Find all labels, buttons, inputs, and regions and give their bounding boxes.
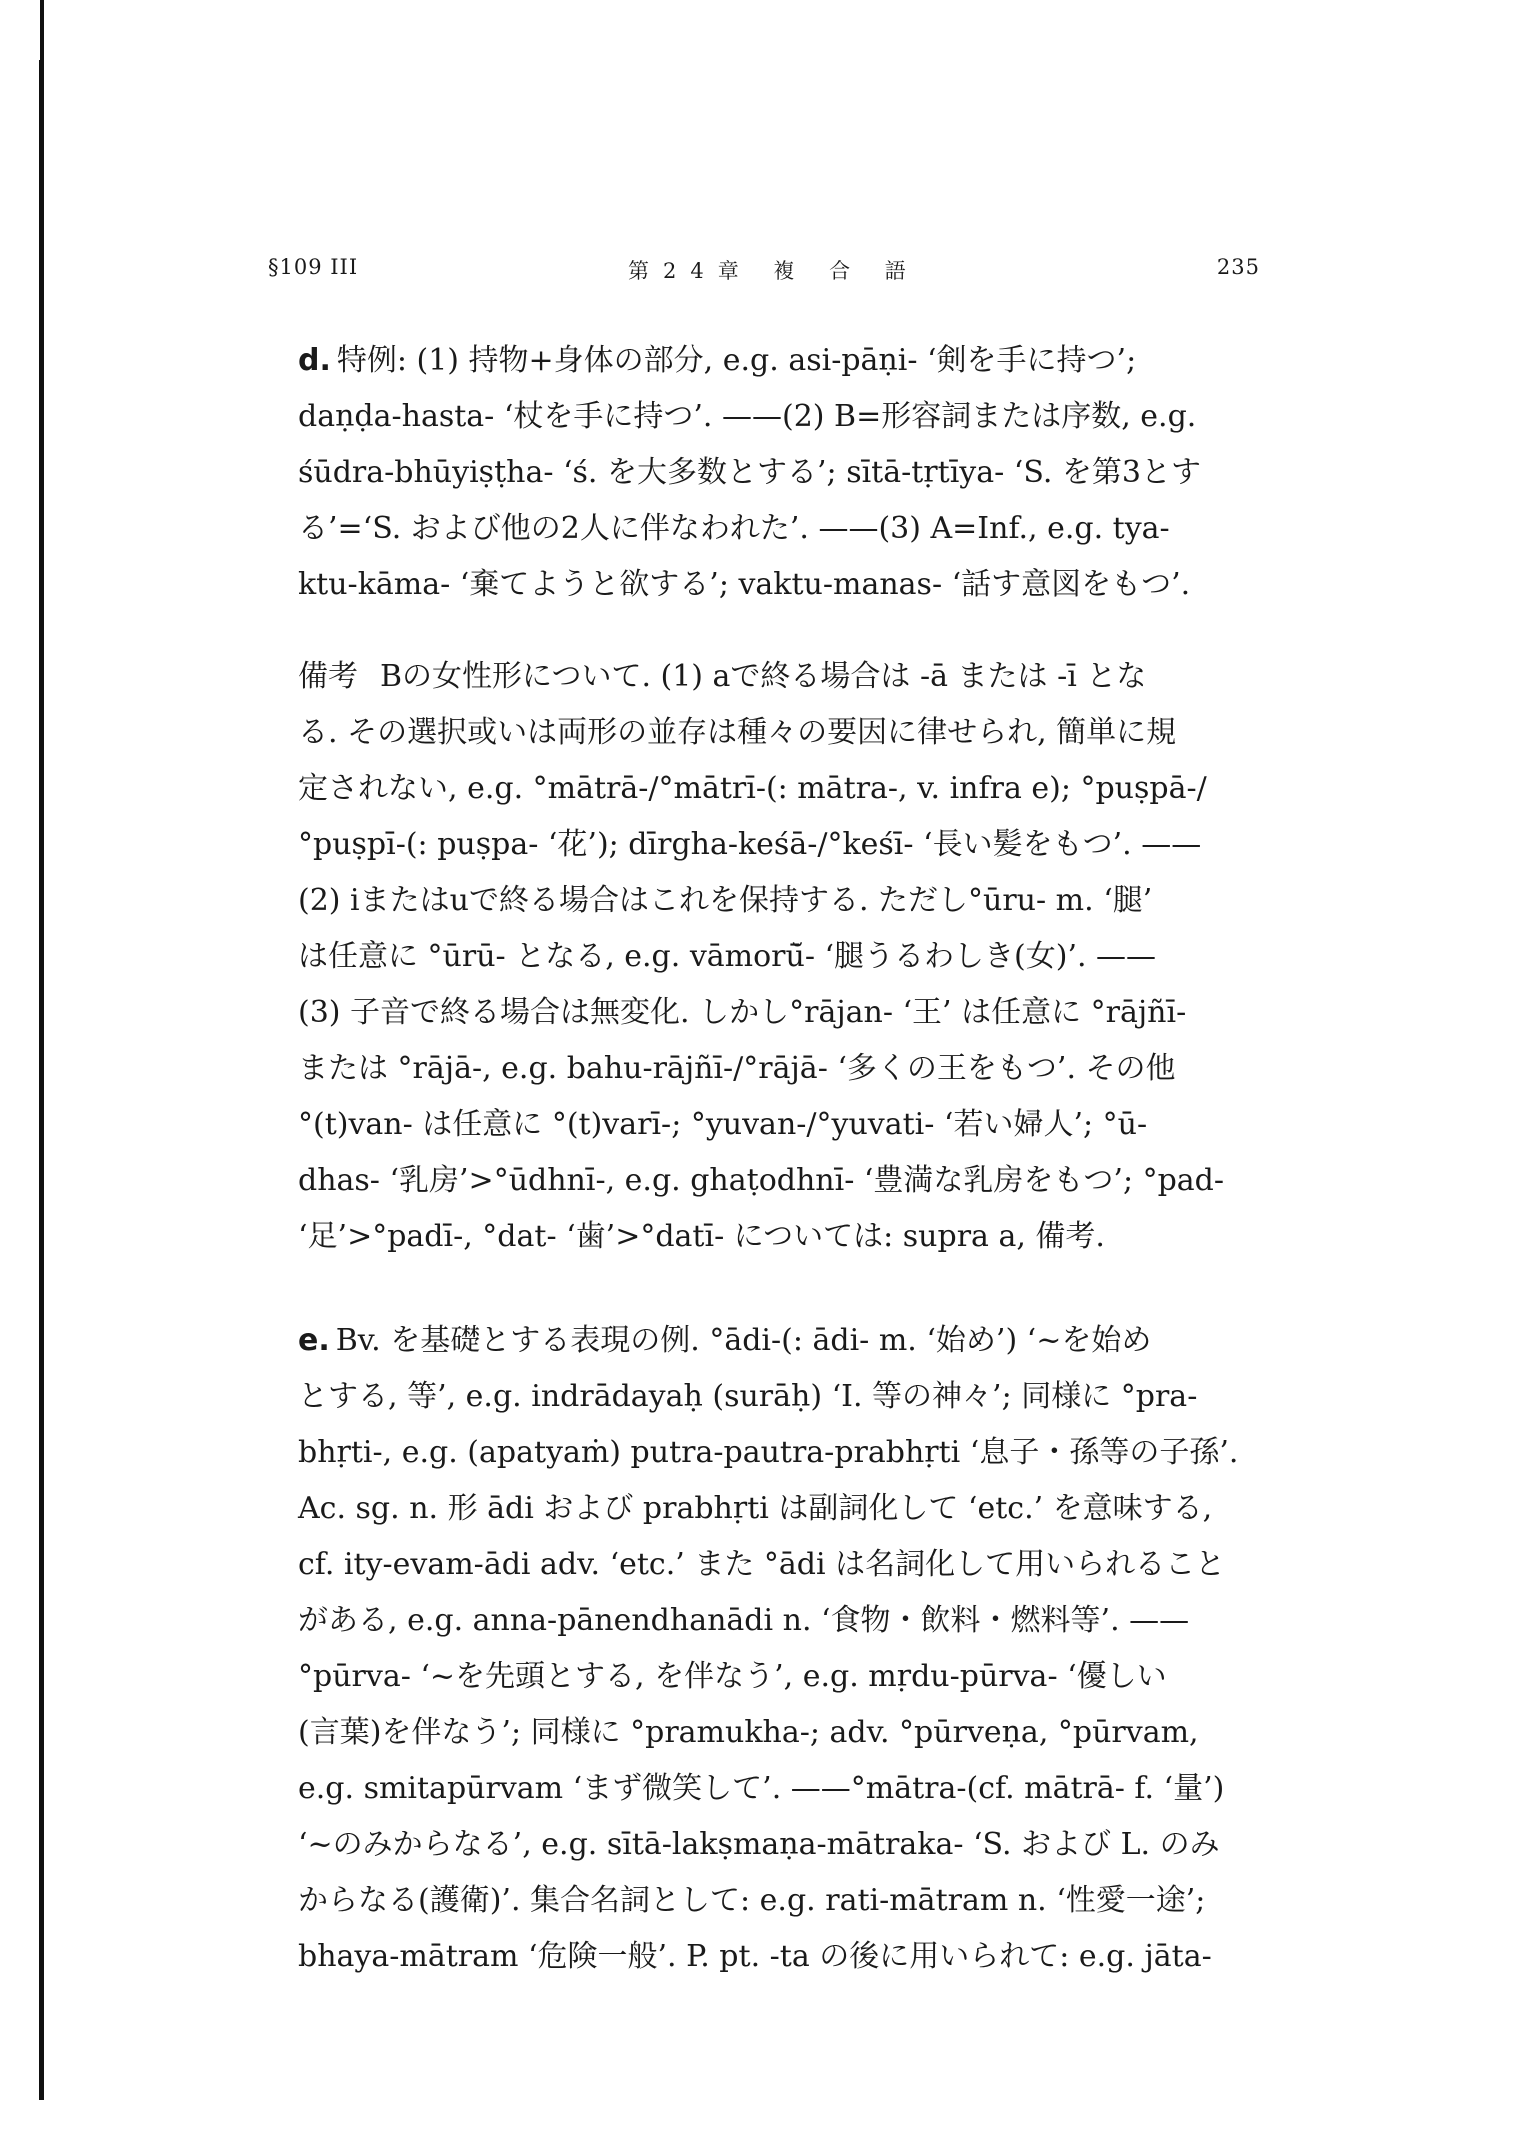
text-line: とする, 等’, e.g. indrādayaḥ (surāḥ) ‘I. 等の神々’; 同様に °pra-	[298, 1379, 1198, 1414]
section-reference: §109 III	[268, 255, 359, 279]
text-line: ‘足’>°padī-, °dat- ‘歯’>°datī- については: supra a, 備考.	[298, 1219, 1105, 1254]
text-line: (2) iまたはuで終る場合はこれを保持する. ただし°ūru- m. ‘腿’	[298, 883, 1153, 918]
text-line: °pūrva- ‘~を先頭とする, を伴なう’, e.g. mṛdu-pūrva- ‘優しい	[298, 1659, 1167, 1694]
section-e-label: e.	[298, 1323, 330, 1358]
text-line: °puṣpī-(: puṣpa- ‘花’); dīrgha-keśā-/°keśī- ‘長い髪をもつ’. ——	[298, 827, 1202, 862]
chapter-title: 第24章 複 合 語	[628, 259, 920, 283]
text-line: る’=‘S. および他の2人に伴なわれた’. ——(3) A=Inf., e.g. tya-	[298, 511, 1170, 546]
text-line: ‘~のみからなる’, e.g. sītā-lakṣmaṇa-mātraka- ‘S. および L. のみ	[298, 1827, 1220, 1862]
text-line: Ac. sg. n. 形 ādi および prabhṛti は副詞化して ‘etc.’ を意味する,	[298, 1491, 1213, 1526]
section-d-paragraph	[268, 333, 1260, 613]
text-line: d. 特例: (1) 持物+身体の部分, e.g. asi-pāṇi- ‘剣を手に持つ’;	[298, 343, 1137, 378]
text-line: daṇḍa-hasta- ‘杖を手に持つ’. ——(2) B=形容詞または序数, e.g.	[298, 399, 1197, 434]
text-line: ktu-kāma- ‘棄てようと欲する’; vaktu-manas- ‘話す意図をもつ’.	[298, 567, 1191, 602]
text-line: cf. ity-evam-ādi adv. ‘etc.’ また °ādi は名詞化して用いられること	[298, 1547, 1226, 1582]
page-number: 235	[1216, 255, 1260, 279]
text-line: (3) 子音で終る場合は無変化. しかし°rājan- ‘王’ は任意に °rājñī-	[298, 995, 1187, 1030]
running-head	[268, 255, 1260, 297]
text-line: る. その選択或いは両形の並存は種々の要因に律せられ, 簡単に規	[298, 715, 1177, 750]
text-line: e.g. smitapūrvam ‘まず微笑して’. ——°mātra-(cf. mātrā- f. ‘量’)	[298, 1771, 1225, 1806]
text-line: e. Bv. を基礎とする表現の例. °ādi-(: ādi- m. ‘始め’) ‘~を始め	[298, 1323, 1152, 1358]
book-page	[268, 255, 1260, 1985]
text-line: 備考 Bの女性形について. (1) aで終る場合は -ā または -ī とな	[298, 659, 1147, 694]
section-e-paragraph	[268, 1313, 1260, 1985]
binding-edge-rule	[39, 60, 44, 2100]
text-line: は任意に °ūrū- となる, e.g. vāmorū̆- ‘腿うるわしき(女)’. ——	[298, 939, 1157, 974]
text-line: からなる(護衛)’. 集合名詞として: e.g. rati-mātram n. ‘性愛一途’;	[298, 1883, 1206, 1918]
remark-label: 備考	[298, 659, 358, 694]
text-line: 定されない, e.g. °mātrā-/°mātrī-(: mātra-, v. infra e); °puṣpā-/	[298, 771, 1207, 806]
text-line: または °rājā-, e.g. bahu-rājñī-/°rājā- ‘多くの王をもつ’. その他	[298, 1051, 1176, 1086]
section-d-label: d.	[298, 343, 331, 378]
text-line: (言葉)を伴なう’; 同様に °pramukha-; adv. °pūrveṇa, °pūrvam,	[298, 1715, 1199, 1750]
text-line: °(t)van- は任意に °(t)varī-; °yuvan-/°yuvati- ‘若い婦人’; °ū-	[298, 1107, 1148, 1142]
text-line: śūdra-bhūyiṣṭha- ‘ś. を大多数とする’; sītā-tṛtīya- ‘S. を第3とす	[298, 455, 1201, 490]
text-line: がある, e.g. anna-pānendhanādi n. ‘食物・飲料・燃料等’. ——	[298, 1603, 1190, 1638]
text-line: bhaya-mātram ‘危険一般’. P. pt. -ta の後に用いられて: e.g. jāta-	[298, 1939, 1212, 1974]
text-line: dhas- ‘乳房’>°ūdhnī-, e.g. ghaṭodhnī- ‘豊満な乳房をもつ’; °pad-	[298, 1163, 1225, 1198]
text-line: bhṛti-, e.g. (apatyaṁ) putra-pautra-prabhṛti ‘息子・孫等の子孫’.	[298, 1435, 1239, 1470]
remark-paragraph	[268, 649, 1260, 1265]
